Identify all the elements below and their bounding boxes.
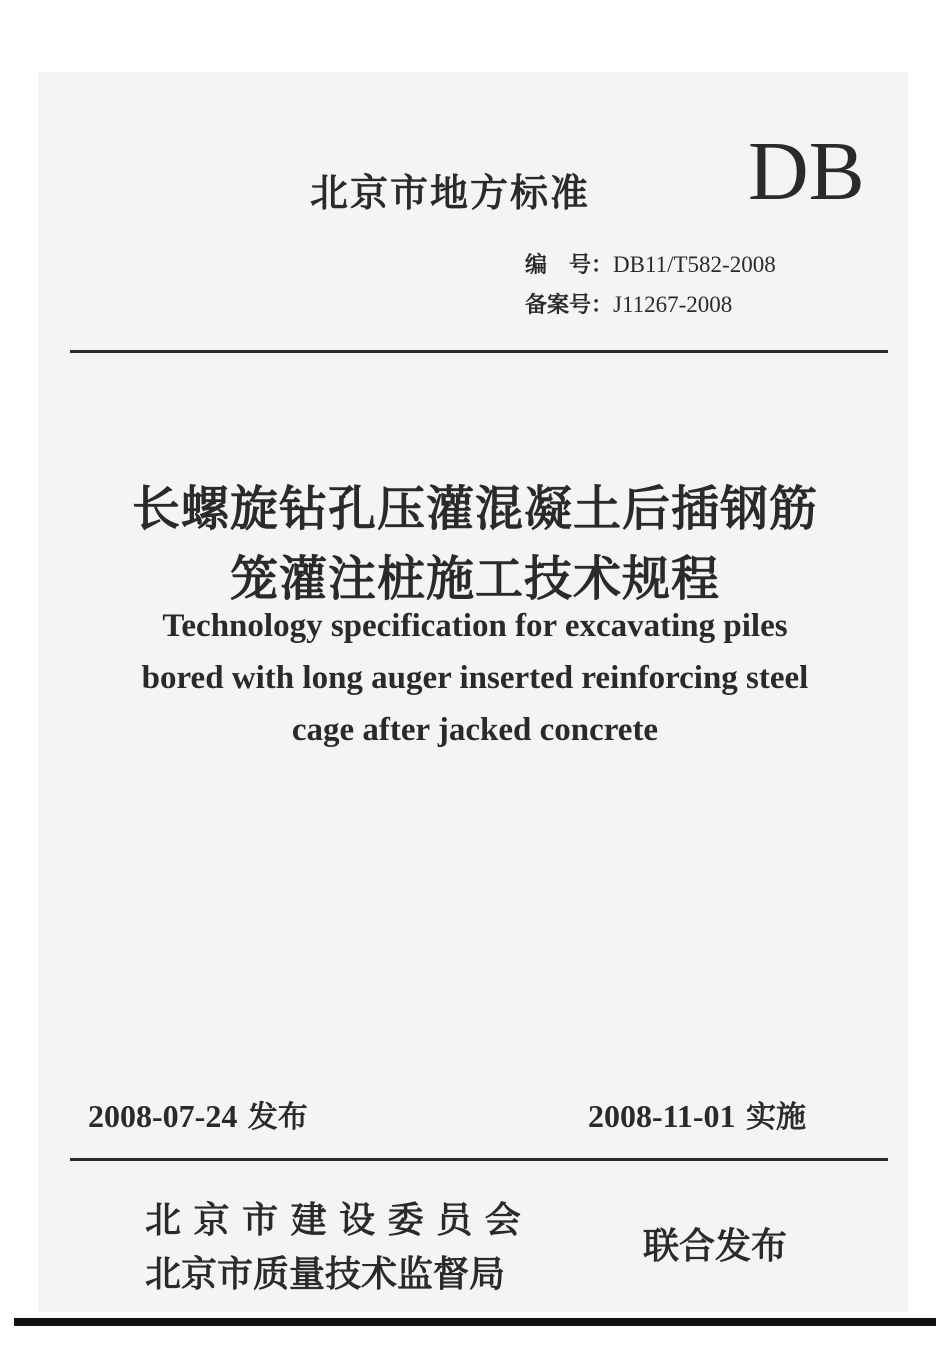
code-label: 编 号： (525, 253, 614, 278)
en-title-line2: bored with long auger inserted reinforcing steel (141, 660, 809, 696)
publish-date (88, 1092, 308, 1136)
record-label: 备案号： (525, 293, 614, 318)
bottom-divider (70, 1158, 888, 1161)
db-mark: DB (748, 125, 865, 218)
joint-publish-label: 联合发布 (643, 1226, 788, 1267)
publish-date-value: 2008-07-24 (88, 1098, 238, 1134)
code-value: DB11/T582-2008 (613, 252, 776, 277)
en-title-line1: Technology specification for excavating piles (162, 608, 788, 644)
top-divider (70, 350, 888, 353)
effective-label: 实施 (746, 1100, 806, 1135)
cn-title-line2: 笼灌注桩施工技术规程 (229, 551, 720, 607)
publish-label: 发布 (247, 1100, 308, 1135)
record-value: J11267-2008 (613, 292, 733, 317)
issuer-quality-bureau: 北京市质量技术监督局 (145, 1254, 506, 1295)
en-title-line3: cage after jacked concrete (291, 712, 659, 748)
record-line (525, 288, 732, 319)
bottom-border (14, 1318, 936, 1326)
cn-title-line1: 长螺旋钻孔压灌混凝土后插钢筋 (131, 481, 818, 537)
code-line (525, 248, 776, 279)
issuer-construction-committee: 北 京 市 建 设 委 员 会 (145, 1200, 521, 1241)
standard-category: 北京市地方标准 (310, 171, 591, 215)
effective-date (588, 1092, 806, 1136)
effective-date-value: 2008-11-01 (588, 1098, 736, 1134)
